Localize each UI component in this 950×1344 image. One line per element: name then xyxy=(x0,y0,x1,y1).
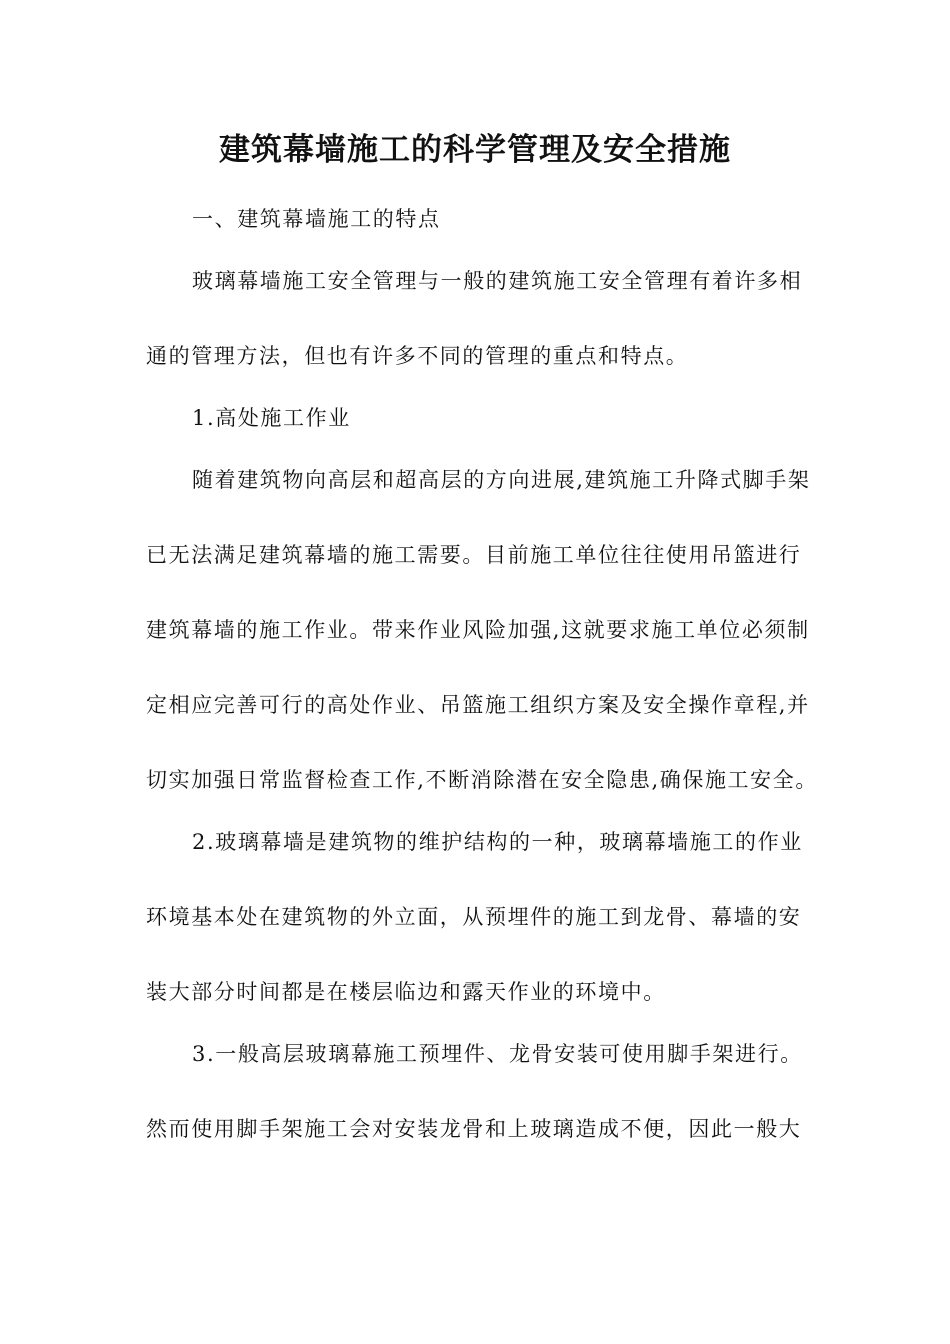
paragraph-line: 定相应完善可行的高处作业、吊篮施工组织方案及安全操作章程,并 xyxy=(146,693,810,717)
paragraph-line: 随着建筑物向高层和超高层的方向进展,建筑施工升降式脚手架 xyxy=(192,468,811,492)
paragraph-line: 切实加强日常监督检查工作,不断消除潜在安全隐患,确保施工安全。 xyxy=(146,768,818,792)
document-title: 建筑幕墙施工的科学管理及安全措施 xyxy=(219,132,731,168)
paragraph-line: 装大部分时间都是在楼层临边和露天作业的环境中。 xyxy=(146,980,666,1004)
paragraph-line: 已无法满足建筑幕墙的施工需要。目前施工单位往往使用吊篮进行 xyxy=(146,543,802,567)
paragraph-line: 环境基本处在建筑物的外立面，从预埋件的施工到龙骨、幕墙的安 xyxy=(146,905,802,929)
paragraph-line: 通的管理方法，但也有许多不同的管理的重点和特点。 xyxy=(146,344,689,368)
paragraph-line: 3.一般高层玻璃幕施工预埋件、龙骨安装可使用脚手架进行。 xyxy=(192,1042,803,1066)
section-heading: 一、建筑幕墙施工的特点 xyxy=(192,207,441,231)
subsection-heading: 1.高处施工作业 xyxy=(192,406,351,430)
paragraph-line: 建筑幕墙的施工作业。带来作业风险加强,这就要求施工单位必须制 xyxy=(146,618,810,642)
paragraph-line: 然而使用脚手架施工会对安装龙骨和上玻璃造成不便，因此一般大 xyxy=(146,1117,802,1141)
paragraph-line: 玻璃幕墙施工安全管理与一般的建筑施工安全管理有着许多相 xyxy=(192,269,803,293)
paragraph-line: 2.玻璃幕墙是建筑物的维护结构的一种，玻璃幕墙施工的作业 xyxy=(192,830,803,854)
